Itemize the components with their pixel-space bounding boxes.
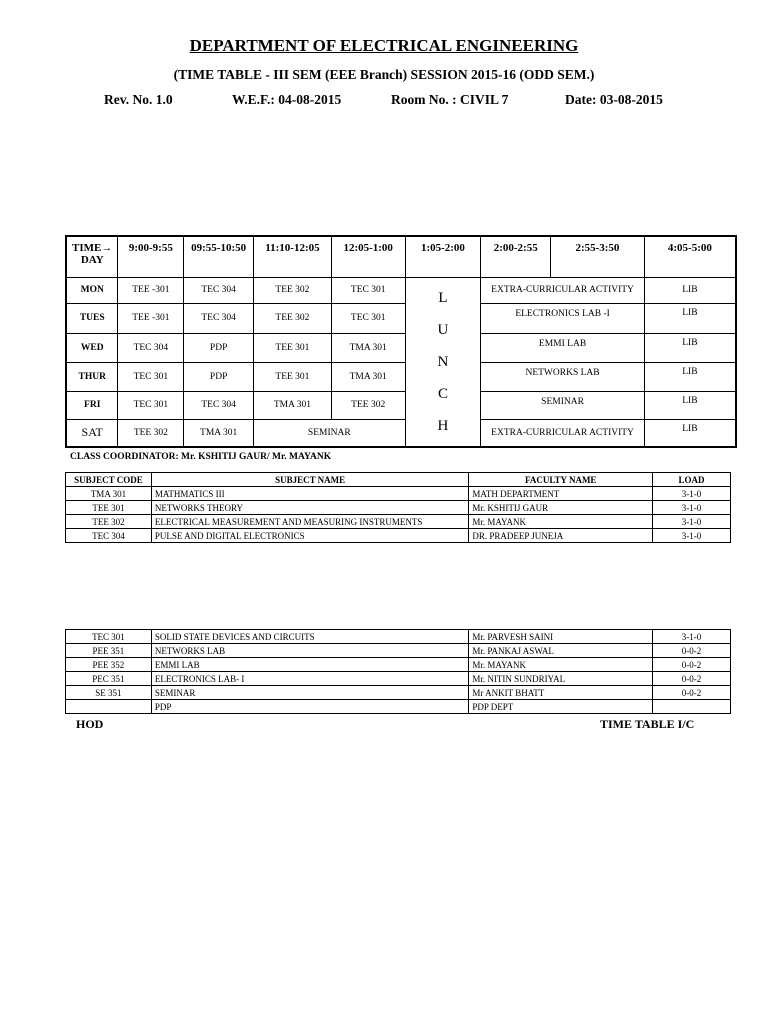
period-cell: TEE 301 [254,333,332,362]
subject-name: SOLID STATE DEVICES AND CIRCUITS [151,630,469,644]
faculty-name: Mr. NITIN SUNDRIYAL [469,672,653,686]
col-header: FACULTY NAME [469,473,653,487]
period-cell: TMA 301 [331,362,405,391]
lunch-letter: H [437,417,449,434]
table-row [66,529,731,543]
slot-header: 12:05-1:00 [331,236,405,277]
timetable-row-tues [66,303,736,333]
timetable-row-fri [66,391,736,419]
slot-header: 2:55-3:50 [551,236,645,277]
period-cell: TEC 301 [331,277,405,303]
col-header: SUBJECT NAME [151,473,468,487]
slot-header: 2:00-2:55 [481,236,551,277]
subject-load: 0-0-2 [653,644,731,658]
afternoon-cell: EXTRA-CURRICULAR ACTIVITY [481,277,644,303]
hod-signature-label: HOD [76,717,104,731]
period-cell: TEE 302 [331,391,405,419]
period-cell: TEC 301 [118,391,184,419]
subject-code: TEE 302 [66,515,152,529]
subject-code: PEC 351 [66,672,152,686]
revision-number: Rev. No. 1.0 [104,92,173,107]
subject-name: NETWORKS THEORY [151,501,468,515]
day-cell: MON [66,277,118,303]
faculty-name: Mr. KSHITIJ GAUR [469,501,653,515]
subject-load [653,700,731,714]
period-cell: TEE 302 [254,277,332,303]
last-period-cell: LIB [644,419,736,447]
last-period-cell: LIB [644,362,736,391]
table-row [66,658,731,672]
timetable-incharge-label: TIME TABLE I/C [600,717,695,731]
table-row [66,672,731,686]
last-period-cell: LIB [644,303,736,333]
faculty-name: DR. PRADEEP JUNEJA [469,529,653,543]
day-cell: THUR [66,362,118,391]
subject-load: 3-1-0 [653,630,731,644]
faculty-name: Mr. MAYANK [469,658,653,672]
class-coordinator: CLASS COORDINATOR: Mr. KSHITIJ GAUR/ Mr. MAYANK [70,452,332,462]
table-row [66,700,731,714]
period-cell: TEE 302 [254,303,332,333]
afternoon-cell: SEMINAR [481,391,644,419]
lunch-letter: L [438,289,448,306]
period-cell-merged: SEMINAR [254,419,406,447]
time-day-header [66,236,118,277]
timetable-header-row [66,236,736,277]
subject-header-row [66,473,731,487]
lunch-letter: U [437,321,449,338]
faculty-name: Mr. PANKAJ ASWAL [469,644,653,658]
subject-load: 3-1-0 [653,529,731,543]
period-cell: TEE -301 [118,303,184,333]
last-period-cell: LIB [644,391,736,419]
subject-load: 0-0-2 [653,658,731,672]
faculty-name: Mr ANKIT BHATT [469,686,653,700]
period-cell: TMA 301 [184,419,254,447]
subject-code: PEE 352 [66,658,152,672]
subject-name: PULSE AND DIGITAL ELECTRONICS [151,529,468,543]
slot-header: 9:00-9:55 [118,236,184,277]
slot-header: 11:10-12:05 [254,236,332,277]
subject-name: MATHMATICS III [151,487,468,501]
table-row [66,515,731,529]
slot-header: 4:05-5:00 [644,236,736,277]
issue-date: Date: 03-08-2015 [565,92,663,107]
period-cell: TEC 304 [184,277,254,303]
period-cell: TMA 301 [331,333,405,362]
faculty-name: Mr. PARVESH SAINI [469,630,653,644]
afternoon-cell: ELECTRONICS LAB -I [481,303,644,333]
subject-load: 0-0-2 [653,672,731,686]
col-header: LOAD [653,473,731,487]
faculty-name: MATH DEPARTMENT [469,487,653,501]
lunch-letter: C [437,385,448,402]
table-row [66,630,731,644]
lunch-cell [405,277,481,447]
day-label: DAY [80,254,104,266]
afternoon-cell: NETWORKS LAB [481,362,644,391]
subject-load: 3-1-0 [653,487,731,501]
period-cell: TEC 304 [184,303,254,333]
period-cell: TEC 304 [118,333,184,362]
table-row [66,644,731,658]
subject-code: SE 351 [66,686,152,700]
effective-date: W.E.F.: 04-08-2015 [232,92,342,107]
col-header: SUBJECT CODE [66,473,152,487]
faculty-name: Mr. MAYANK [469,515,653,529]
period-cell: TEC 301 [331,303,405,333]
period-cell: TEE -301 [118,277,184,303]
subject-code [66,700,152,714]
subject-load: 0-0-2 [653,686,731,700]
time-label: TIME→ [72,242,113,254]
subject-code: TMA 301 [66,487,152,501]
subject-name: ELECTRICAL MEASUREMENT AND MEASURING INSTRUMENTS [151,515,468,529]
timetable-row-mon [66,277,736,303]
subject-table-continued [65,629,731,714]
timetable-row-wed [66,333,736,362]
period-cell: TMA 301 [254,391,332,419]
subject-name: SEMINAR [151,686,469,700]
subject-code: PEE 351 [66,644,152,658]
subject-name: NETWORKS LAB [151,644,469,658]
slot-header: 09:55-10:50 [184,236,254,277]
subject-name: EMMI LAB [151,658,469,672]
subject-code: TEC 304 [66,529,152,543]
afternoon-cell: EXTRA-CURRICULAR ACTIVITY [481,419,644,447]
last-period-cell: LIB [644,277,736,303]
period-cell: PDP [184,362,254,391]
subject-code: TEE 301 [66,501,152,515]
table-row [66,686,731,700]
day-cell: WED [66,333,118,362]
subject-name: PDP [151,700,469,714]
room-number: Room No. : CIVIL 7 [391,92,509,107]
period-cell: PDP [184,333,254,362]
slot-header: 1:05-2:00 [405,236,481,277]
subject-load: 3-1-0 [653,515,731,529]
subject-name: ELECTRONICS LAB- I [151,672,469,686]
timetable-row-thur [66,362,736,391]
timetable-row-sat [66,419,736,447]
subject-code: TEC 301 [66,630,152,644]
period-cell: TEE 302 [118,419,184,447]
day-cell: TUES [66,303,118,333]
afternoon-cell: EMMI LAB [481,333,644,362]
last-period-cell: LIB [644,333,736,362]
period-cell: TEC 301 [118,362,184,391]
day-cell: FRI [66,391,118,419]
table-row [66,487,731,501]
lunch-letter: N [437,353,449,370]
day-cell: SAT [66,419,118,447]
period-cell: TEC 304 [184,391,254,419]
faculty-name: PDP DEPT [469,700,653,714]
page-title: DEPARTMENT OF ELECTRICAL ENGINEERING [189,36,579,55]
timetable [65,235,737,448]
page-subtitle: (TIME TABLE - III SEM (EEE Branch) SESSION 2015-16 (ODD SEM.) [173,67,595,82]
subject-load: 3-1-0 [653,501,731,515]
subject-table [65,472,731,543]
table-row [66,501,731,515]
period-cell: TEE 301 [254,362,332,391]
